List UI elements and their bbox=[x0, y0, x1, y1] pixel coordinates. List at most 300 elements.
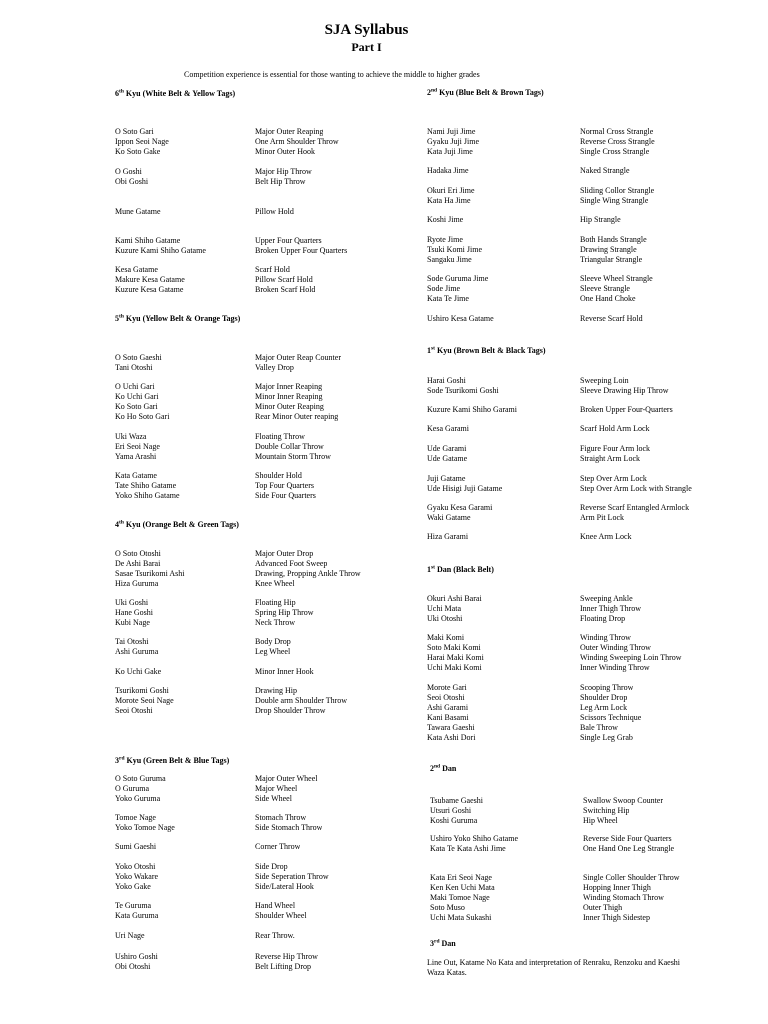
technique-japanese-name: Ushiro Goshi bbox=[115, 952, 158, 961]
technique-group bbox=[427, 376, 669, 396]
technique-row bbox=[115, 285, 315, 295]
technique-row bbox=[115, 275, 315, 285]
technique-group bbox=[430, 834, 674, 854]
technique-group bbox=[430, 873, 680, 923]
technique-group bbox=[115, 167, 312, 187]
section-heading bbox=[115, 314, 240, 323]
technique-english-name: Side Seperation Throw bbox=[255, 872, 329, 881]
technique-japanese-name: Soto Muso bbox=[430, 903, 465, 912]
technique-group bbox=[115, 236, 347, 256]
technique-english-name: Rear Minor Outer reaping bbox=[255, 412, 339, 421]
technique-japanese-name: Mune Gatame bbox=[115, 207, 161, 216]
technique-japanese-name: Yoko Otoshi bbox=[115, 862, 156, 871]
technique-row bbox=[430, 806, 663, 816]
technique-japanese-name: Gyaku Kesa Garami bbox=[427, 503, 493, 512]
technique-japanese-name: Tsuki Komi Jime bbox=[427, 245, 482, 254]
technique-english-name: Scooping Throw bbox=[580, 683, 634, 692]
technique-japanese-name: Kata Eri Seoi Nage bbox=[430, 873, 492, 882]
technique-row bbox=[115, 402, 338, 412]
technique-japanese-name: Eri Seoi Nage bbox=[115, 442, 160, 451]
technique-group bbox=[115, 549, 361, 589]
technique-japanese-name: Kata Gatame bbox=[115, 471, 157, 480]
technique-english-name: Broken Upper Four-Quarters bbox=[580, 405, 673, 414]
technique-row bbox=[427, 376, 669, 386]
technique-english-name: Stomach Throw bbox=[255, 813, 307, 822]
technique-row bbox=[430, 834, 674, 844]
technique-group bbox=[115, 862, 329, 892]
technique-row bbox=[427, 713, 641, 723]
technique-japanese-name: Kuzure Kesa Gatame bbox=[115, 285, 184, 294]
technique-row bbox=[430, 883, 680, 893]
technique-english-name: Reverse Scarf Hold bbox=[580, 314, 643, 323]
technique-english-name: Reverse Hip Throw bbox=[255, 952, 318, 961]
technique-japanese-name: Seoi Otoshi bbox=[115, 706, 153, 715]
grade-number: 3 bbox=[430, 939, 434, 948]
technique-japanese-name: Ryote Jime bbox=[427, 235, 463, 244]
technique-english-name: One Hand One Leg Strangle bbox=[583, 844, 675, 853]
technique-row bbox=[427, 166, 630, 176]
technique-row bbox=[427, 503, 689, 513]
technique-english-name: Single Coller Shoulder Throw bbox=[583, 873, 680, 882]
technique-english-name: Straight Arm Lock bbox=[580, 454, 640, 463]
technique-row bbox=[115, 911, 307, 921]
technique-row bbox=[427, 314, 643, 324]
technique-english-name: Shoulder Wheel bbox=[255, 911, 307, 920]
technique-row bbox=[427, 294, 653, 304]
grade-ordinal: st bbox=[431, 564, 435, 571]
section-heading bbox=[115, 756, 229, 765]
technique-japanese-name: Uri Nage bbox=[115, 931, 145, 940]
technique-group bbox=[115, 686, 347, 716]
technique-english-name: Pillow Scarf Hold bbox=[255, 275, 313, 284]
technique-japanese-name: Sasae Tsurikomi Ashi bbox=[115, 569, 185, 578]
technique-english-name: Step Over Arm Lock bbox=[580, 474, 647, 483]
technique-english-name: Broken Scarf Hold bbox=[255, 285, 316, 294]
grade-ordinal: rd bbox=[119, 755, 125, 762]
technique-row bbox=[427, 255, 647, 265]
section-heading bbox=[430, 764, 456, 773]
technique-english-name: Winding Stomach Throw bbox=[583, 893, 664, 902]
technique-english-name: Hip Strangle bbox=[580, 215, 621, 224]
technique-japanese-name: Ko Uchi Gake bbox=[115, 667, 162, 676]
technique-japanese-name: Ude Garami bbox=[427, 444, 467, 453]
technique-row bbox=[427, 532, 632, 542]
technique-row bbox=[430, 796, 663, 806]
grade-number: 5 bbox=[115, 314, 119, 323]
technique-japanese-name: Yoko Guruma bbox=[115, 794, 161, 803]
technique-row bbox=[115, 353, 341, 363]
technique-japanese-name: Tani Otoshi bbox=[115, 363, 153, 372]
technique-japanese-name: De Ashi Barai bbox=[115, 559, 161, 568]
technique-english-name: Drawing Strangle bbox=[580, 245, 637, 254]
technique-group bbox=[115, 127, 339, 157]
technique-english-name: Drawing, Propping Ankle Throw bbox=[255, 569, 361, 578]
technique-japanese-name: Tate Shiho Gatame bbox=[115, 481, 177, 490]
technique-japanese-name: Kata Te Jime bbox=[427, 294, 469, 303]
technique-english-name: Double arm Shoulder Throw bbox=[255, 696, 348, 705]
technique-group bbox=[115, 265, 315, 295]
technique-english-name: One Hand Choke bbox=[580, 294, 636, 303]
grade-ordinal: nd bbox=[434, 763, 441, 770]
technique-group bbox=[115, 667, 314, 677]
technique-english-name: Winding Throw bbox=[580, 633, 631, 642]
technique-japanese-name: Sumi Gaeshi bbox=[115, 842, 157, 851]
technique-row bbox=[115, 667, 314, 677]
technique-row bbox=[430, 816, 663, 826]
technique-row bbox=[115, 882, 329, 892]
technique-row bbox=[115, 127, 339, 137]
technique-group bbox=[115, 774, 318, 804]
technique-japanese-name: Ko Soto Gake bbox=[115, 147, 161, 156]
technique-japanese-name: Kata Guruma bbox=[115, 911, 159, 920]
technique-row bbox=[427, 386, 669, 396]
technique-english-name: Minor Outer Hook bbox=[255, 147, 315, 156]
technique-japanese-name: Ken Ken Uchi Mata bbox=[430, 883, 495, 892]
technique-japanese-name: Ushiro Yoko Shiho Gatame bbox=[430, 834, 519, 843]
technique-row bbox=[427, 235, 647, 245]
technique-english-name: Outer Winding Throw bbox=[580, 643, 651, 652]
technique-group bbox=[427, 474, 692, 494]
section-heading bbox=[427, 565, 494, 574]
technique-row bbox=[427, 733, 641, 743]
section-heading bbox=[427, 88, 544, 97]
grade-number: 6 bbox=[115, 89, 119, 98]
technique-japanese-name: Tai Otoshi bbox=[115, 637, 149, 646]
technique-japanese-name: Uchi Mata Sukashi bbox=[430, 913, 492, 922]
technique-japanese-name: Kesa Gatame bbox=[115, 265, 158, 274]
page-subtitle: Part I bbox=[351, 40, 382, 54]
grade-number: 2 bbox=[427, 88, 431, 97]
technique-japanese-name: Morote Gari bbox=[427, 683, 467, 692]
technique-row bbox=[115, 579, 361, 589]
technique-english-name: Step Over Arm Lock with Strangle bbox=[580, 484, 692, 493]
grade-ordinal: th bbox=[119, 88, 124, 95]
technique-english-name: Winding Sweeping Loin Throw bbox=[580, 653, 682, 662]
technique-japanese-name: Te Guruma bbox=[115, 901, 152, 910]
technique-row bbox=[427, 474, 692, 484]
technique-group bbox=[427, 274, 653, 304]
technique-group bbox=[115, 382, 338, 422]
technique-row bbox=[427, 633, 682, 643]
technique-japanese-name: O Goshi bbox=[115, 167, 142, 176]
grade-ordinal: nd bbox=[431, 87, 438, 94]
grade-number: 1 bbox=[427, 565, 431, 574]
technique-row bbox=[427, 245, 647, 255]
technique-group bbox=[427, 532, 632, 542]
technique-japanese-name: Soto Maki Komi bbox=[427, 643, 481, 652]
technique-row bbox=[427, 284, 653, 294]
technique-english-name: Floating Drop bbox=[580, 614, 626, 623]
technique-group bbox=[427, 503, 689, 523]
technique-english-name: Inner Thigh Throw bbox=[580, 604, 642, 613]
technique-group bbox=[427, 683, 641, 743]
technique-group bbox=[430, 796, 663, 826]
technique-japanese-name: Gyaku Juji Jime bbox=[427, 137, 479, 146]
grade-label: Kyu (Orange Belt & Green Tags) bbox=[123, 520, 239, 529]
section-heading bbox=[430, 939, 456, 948]
technique-english-name: Hip Wheel bbox=[583, 816, 618, 825]
technique-japanese-name: Yoko Gake bbox=[115, 882, 151, 891]
technique-english-name: Arm Pit Lock bbox=[580, 513, 624, 522]
technique-row bbox=[115, 236, 347, 246]
technique-row bbox=[427, 147, 655, 157]
technique-japanese-name: Uki Goshi bbox=[115, 598, 149, 607]
technique-english-name: Top Four Quarters bbox=[255, 481, 314, 490]
technique-english-name: Outer Thigh bbox=[583, 903, 623, 912]
technique-japanese-name: Sode Tsurikomi Goshi bbox=[427, 386, 499, 395]
technique-row bbox=[430, 873, 680, 883]
technique-row bbox=[115, 569, 361, 579]
technique-group bbox=[427, 444, 650, 464]
technique-japanese-name: Ude Hisigi Juji Gatame bbox=[427, 484, 503, 493]
technique-row bbox=[115, 246, 347, 256]
technique-row bbox=[115, 952, 318, 962]
technique-row bbox=[115, 147, 339, 157]
technique-english-name: Reverse Side Four Quarters bbox=[583, 834, 672, 843]
technique-row bbox=[115, 784, 318, 794]
technique-japanese-name: Nami Juji Jime bbox=[427, 127, 476, 136]
technique-row bbox=[115, 432, 331, 442]
technique-english-name: Inner Winding Throw bbox=[580, 663, 650, 672]
technique-japanese-name: Yama Arashi bbox=[115, 452, 157, 461]
technique-row bbox=[427, 186, 654, 196]
technique-row bbox=[115, 823, 322, 833]
technique-japanese-name: Ude Gatame bbox=[427, 454, 468, 463]
technique-group bbox=[427, 235, 647, 265]
technique-japanese-name: Yoko Wakare bbox=[115, 872, 159, 881]
technique-english-name: Leg Arm Lock bbox=[580, 703, 628, 712]
technique-row bbox=[427, 196, 654, 206]
technique-row bbox=[427, 405, 673, 415]
technique-japanese-name: Okuri Ashi Barai bbox=[427, 594, 482, 603]
technique-row bbox=[115, 442, 331, 452]
technique-english-name: Figure Four Arm lock bbox=[580, 444, 650, 453]
page-title: SJA Syllabus bbox=[324, 22, 409, 38]
grade-number: 4 bbox=[115, 520, 119, 529]
technique-english-name: Single Wing Strangle bbox=[580, 196, 649, 205]
technique-english-name: Upper Four Quarters bbox=[255, 236, 322, 245]
technique-english-name: Side Stomach Throw bbox=[255, 823, 323, 832]
technique-english-name: Major Wheel bbox=[255, 784, 298, 793]
technique-japanese-name: Yoko Shiho Gatame bbox=[115, 491, 180, 500]
technique-japanese-name: Sangaku Jime bbox=[427, 255, 472, 264]
technique-group bbox=[427, 186, 654, 206]
technique-japanese-name: Juji Gatame bbox=[427, 474, 466, 483]
technique-japanese-name: Hiza Guruma bbox=[115, 579, 159, 588]
grade-label: Dan bbox=[439, 939, 456, 948]
technique-japanese-name: Koshi Jime bbox=[427, 215, 464, 224]
grade-number: 2 bbox=[430, 764, 434, 773]
technique-english-name: Reverse Scarf Entangled Armlock bbox=[580, 503, 690, 512]
technique-english-name: Mountain Storm Throw bbox=[255, 452, 331, 461]
technique-japanese-name: Harai Maki Komi bbox=[427, 653, 484, 662]
technique-japanese-name: Maki Tomoe Nage bbox=[430, 893, 490, 902]
technique-english-name: Side Wheel bbox=[255, 794, 292, 803]
technique-group bbox=[115, 931, 295, 941]
technique-row bbox=[115, 207, 294, 217]
technique-row bbox=[115, 794, 318, 804]
technique-english-name: Side/Lateral Hook bbox=[255, 882, 314, 891]
technique-row bbox=[115, 452, 331, 462]
third-dan-description: Line Out, Katame No Kata and interpretation of Renraku, Renzoku and Kaeshi Waza Katas. bbox=[427, 958, 681, 977]
technique-japanese-name: Tomoe Nage bbox=[115, 813, 156, 822]
technique-english-name: Naked Strangle bbox=[580, 166, 630, 175]
grade-label: Kyu (Green Belt & Blue Tags) bbox=[124, 756, 230, 765]
technique-japanese-name: Yoko Tomoe Nage bbox=[115, 823, 175, 832]
technique-japanese-name: O Soto Gaeshi bbox=[115, 353, 162, 362]
technique-english-name: Sliding Collor Strangle bbox=[580, 186, 655, 195]
grade-label: Kyu (Blue Belt & Brown Tags) bbox=[437, 88, 544, 97]
technique-english-name: Pillow Hold bbox=[255, 207, 294, 216]
technique-japanese-name: Kami Shiho Gatame bbox=[115, 236, 181, 245]
technique-japanese-name: Utsuri Goshi bbox=[430, 806, 472, 815]
technique-japanese-name: Waki Gatame bbox=[427, 513, 471, 522]
technique-row bbox=[427, 444, 650, 454]
technique-row bbox=[115, 931, 295, 941]
technique-row bbox=[427, 215, 621, 225]
technique-row bbox=[115, 637, 291, 647]
technique-english-name: Scarf Hold Arm Lock bbox=[580, 424, 650, 433]
technique-english-name: Sleeve Drawing Hip Throw bbox=[580, 386, 669, 395]
technique-japanese-name: Ko Soto Gari bbox=[115, 402, 158, 411]
technique-row bbox=[115, 598, 314, 608]
technique-group bbox=[427, 166, 630, 176]
technique-english-name: Single Leg Grab bbox=[580, 733, 633, 742]
technique-row bbox=[115, 491, 316, 501]
technique-english-name: Knee Arm Lock bbox=[580, 532, 632, 541]
technique-row bbox=[115, 382, 338, 392]
technique-row bbox=[115, 265, 315, 275]
technique-row bbox=[115, 177, 312, 187]
technique-japanese-name: Kata Te Kata Ashi Jime bbox=[430, 844, 506, 853]
technique-row bbox=[115, 842, 300, 852]
technique-english-name: Scissors Technique bbox=[580, 713, 642, 722]
grade-label: Dan (Black Belt) bbox=[434, 565, 494, 574]
technique-english-name: One Arm Shoulder Throw bbox=[255, 137, 339, 146]
technique-row bbox=[427, 653, 682, 663]
technique-group bbox=[427, 405, 673, 415]
technique-english-name: Minor Inner Hook bbox=[255, 667, 314, 676]
technique-row bbox=[427, 703, 641, 713]
technique-english-name: Sweeping Loin bbox=[580, 376, 629, 385]
technique-row bbox=[430, 903, 680, 913]
technique-group bbox=[115, 901, 307, 921]
technique-row bbox=[115, 618, 314, 628]
technique-english-name: Bale Throw bbox=[580, 723, 618, 732]
technique-japanese-name: Kuzure Kami Shiho Garami bbox=[427, 405, 517, 414]
technique-japanese-name: Ko Uchi Gari bbox=[115, 392, 159, 401]
technique-english-name: Spring Hip Throw bbox=[255, 608, 314, 617]
technique-row bbox=[427, 614, 641, 624]
technique-japanese-name: Ko Ho Soto Gari bbox=[115, 412, 170, 421]
technique-english-name: Broken Upper Four Quarters bbox=[255, 246, 348, 255]
technique-japanese-name: Ushiro Kesa Gatame bbox=[427, 314, 494, 323]
grade-ordinal: th bbox=[119, 519, 124, 526]
technique-japanese-name: O Soto Otoshi bbox=[115, 549, 161, 558]
technique-english-name: Minor Outer Reaping bbox=[255, 402, 324, 411]
technique-group bbox=[115, 207, 294, 217]
technique-row bbox=[115, 481, 316, 491]
technique-japanese-name: O Soto Gari bbox=[115, 127, 154, 136]
technique-japanese-name: Kani Basami bbox=[427, 713, 469, 722]
grade-label: Kyu (Brown Belt & Black Tags) bbox=[434, 346, 546, 355]
technique-english-name: Major Outer Drop bbox=[255, 549, 314, 558]
technique-row bbox=[115, 872, 329, 882]
technique-japanese-name: Kata Ha Jime bbox=[427, 196, 471, 205]
technique-group bbox=[115, 432, 331, 462]
technique-row bbox=[427, 137, 655, 147]
technique-english-name: Triangular Strangle bbox=[580, 255, 643, 264]
technique-japanese-name: Tsurikomi Goshi bbox=[115, 686, 169, 695]
technique-row bbox=[427, 723, 641, 733]
technique-japanese-name: Sode Jime bbox=[427, 284, 461, 293]
technique-group bbox=[427, 215, 621, 225]
technique-row bbox=[427, 594, 641, 604]
grade-number: 1 bbox=[427, 346, 431, 355]
technique-japanese-name: Hiza Garami bbox=[427, 532, 469, 541]
grade-number: 3 bbox=[115, 756, 119, 765]
technique-english-name: Leg Wheel bbox=[255, 647, 291, 656]
technique-english-name: Corner Throw bbox=[255, 842, 301, 851]
section-heading bbox=[427, 346, 546, 355]
technique-row bbox=[427, 513, 689, 523]
technique-row bbox=[115, 813, 322, 823]
technique-english-name: Body Drop bbox=[255, 637, 291, 646]
technique-english-name: Sleeve Wheel Strangle bbox=[580, 274, 653, 283]
technique-english-name: Single Cross Strangle bbox=[580, 147, 650, 156]
technique-english-name: Valley Drop bbox=[255, 363, 294, 372]
technique-english-name: Minor Inner Reaping bbox=[255, 392, 323, 401]
technique-group bbox=[427, 633, 682, 673]
technique-english-name: Drawing Hip bbox=[255, 686, 297, 695]
grade-ordinal: th bbox=[119, 313, 124, 320]
technique-row bbox=[427, 693, 641, 703]
technique-english-name: Floating Throw bbox=[255, 432, 305, 441]
technique-japanese-name: Maki Komi bbox=[427, 633, 465, 642]
technique-group bbox=[115, 952, 318, 972]
technique-group bbox=[427, 127, 655, 157]
technique-english-name: Reverse Cross Strangle bbox=[580, 137, 655, 146]
technique-japanese-name: Obi Otoshi bbox=[115, 962, 151, 971]
technique-japanese-name: Makure Kesa Gatame bbox=[115, 275, 185, 284]
technique-row bbox=[430, 913, 680, 923]
technique-japanese-name: Kubi Nage bbox=[115, 618, 150, 627]
technique-japanese-name: Kuzure Kami Shiho Gatame bbox=[115, 246, 206, 255]
technique-row bbox=[115, 696, 347, 706]
technique-row bbox=[115, 549, 361, 559]
technique-english-name: Major Outer Reap Counter bbox=[255, 353, 341, 362]
technique-english-name: Advanced Foot Sweep bbox=[255, 559, 328, 568]
technique-japanese-name: Hadaka Jime bbox=[427, 166, 469, 175]
technique-row bbox=[427, 127, 655, 137]
technique-row bbox=[115, 647, 291, 657]
technique-row bbox=[115, 862, 329, 872]
technique-english-name: Inner Thigh Sidestep bbox=[583, 913, 650, 922]
technique-row bbox=[115, 706, 347, 716]
technique-group bbox=[115, 813, 322, 833]
technique-row bbox=[427, 274, 653, 284]
technique-japanese-name: O Uchi Gari bbox=[115, 382, 155, 391]
technique-group bbox=[115, 637, 291, 657]
technique-japanese-name: Kata Juji Jime bbox=[427, 147, 473, 156]
technique-english-name: Switching Hip bbox=[583, 806, 630, 815]
technique-english-name: Belt Hip Throw bbox=[255, 177, 306, 186]
technique-row bbox=[430, 893, 680, 903]
technique-english-name: Double Collar Throw bbox=[255, 442, 324, 451]
technique-english-name: Belt Lifting Drop bbox=[255, 962, 311, 971]
technique-row bbox=[427, 424, 650, 434]
technique-japanese-name: O Guruma bbox=[115, 784, 149, 793]
